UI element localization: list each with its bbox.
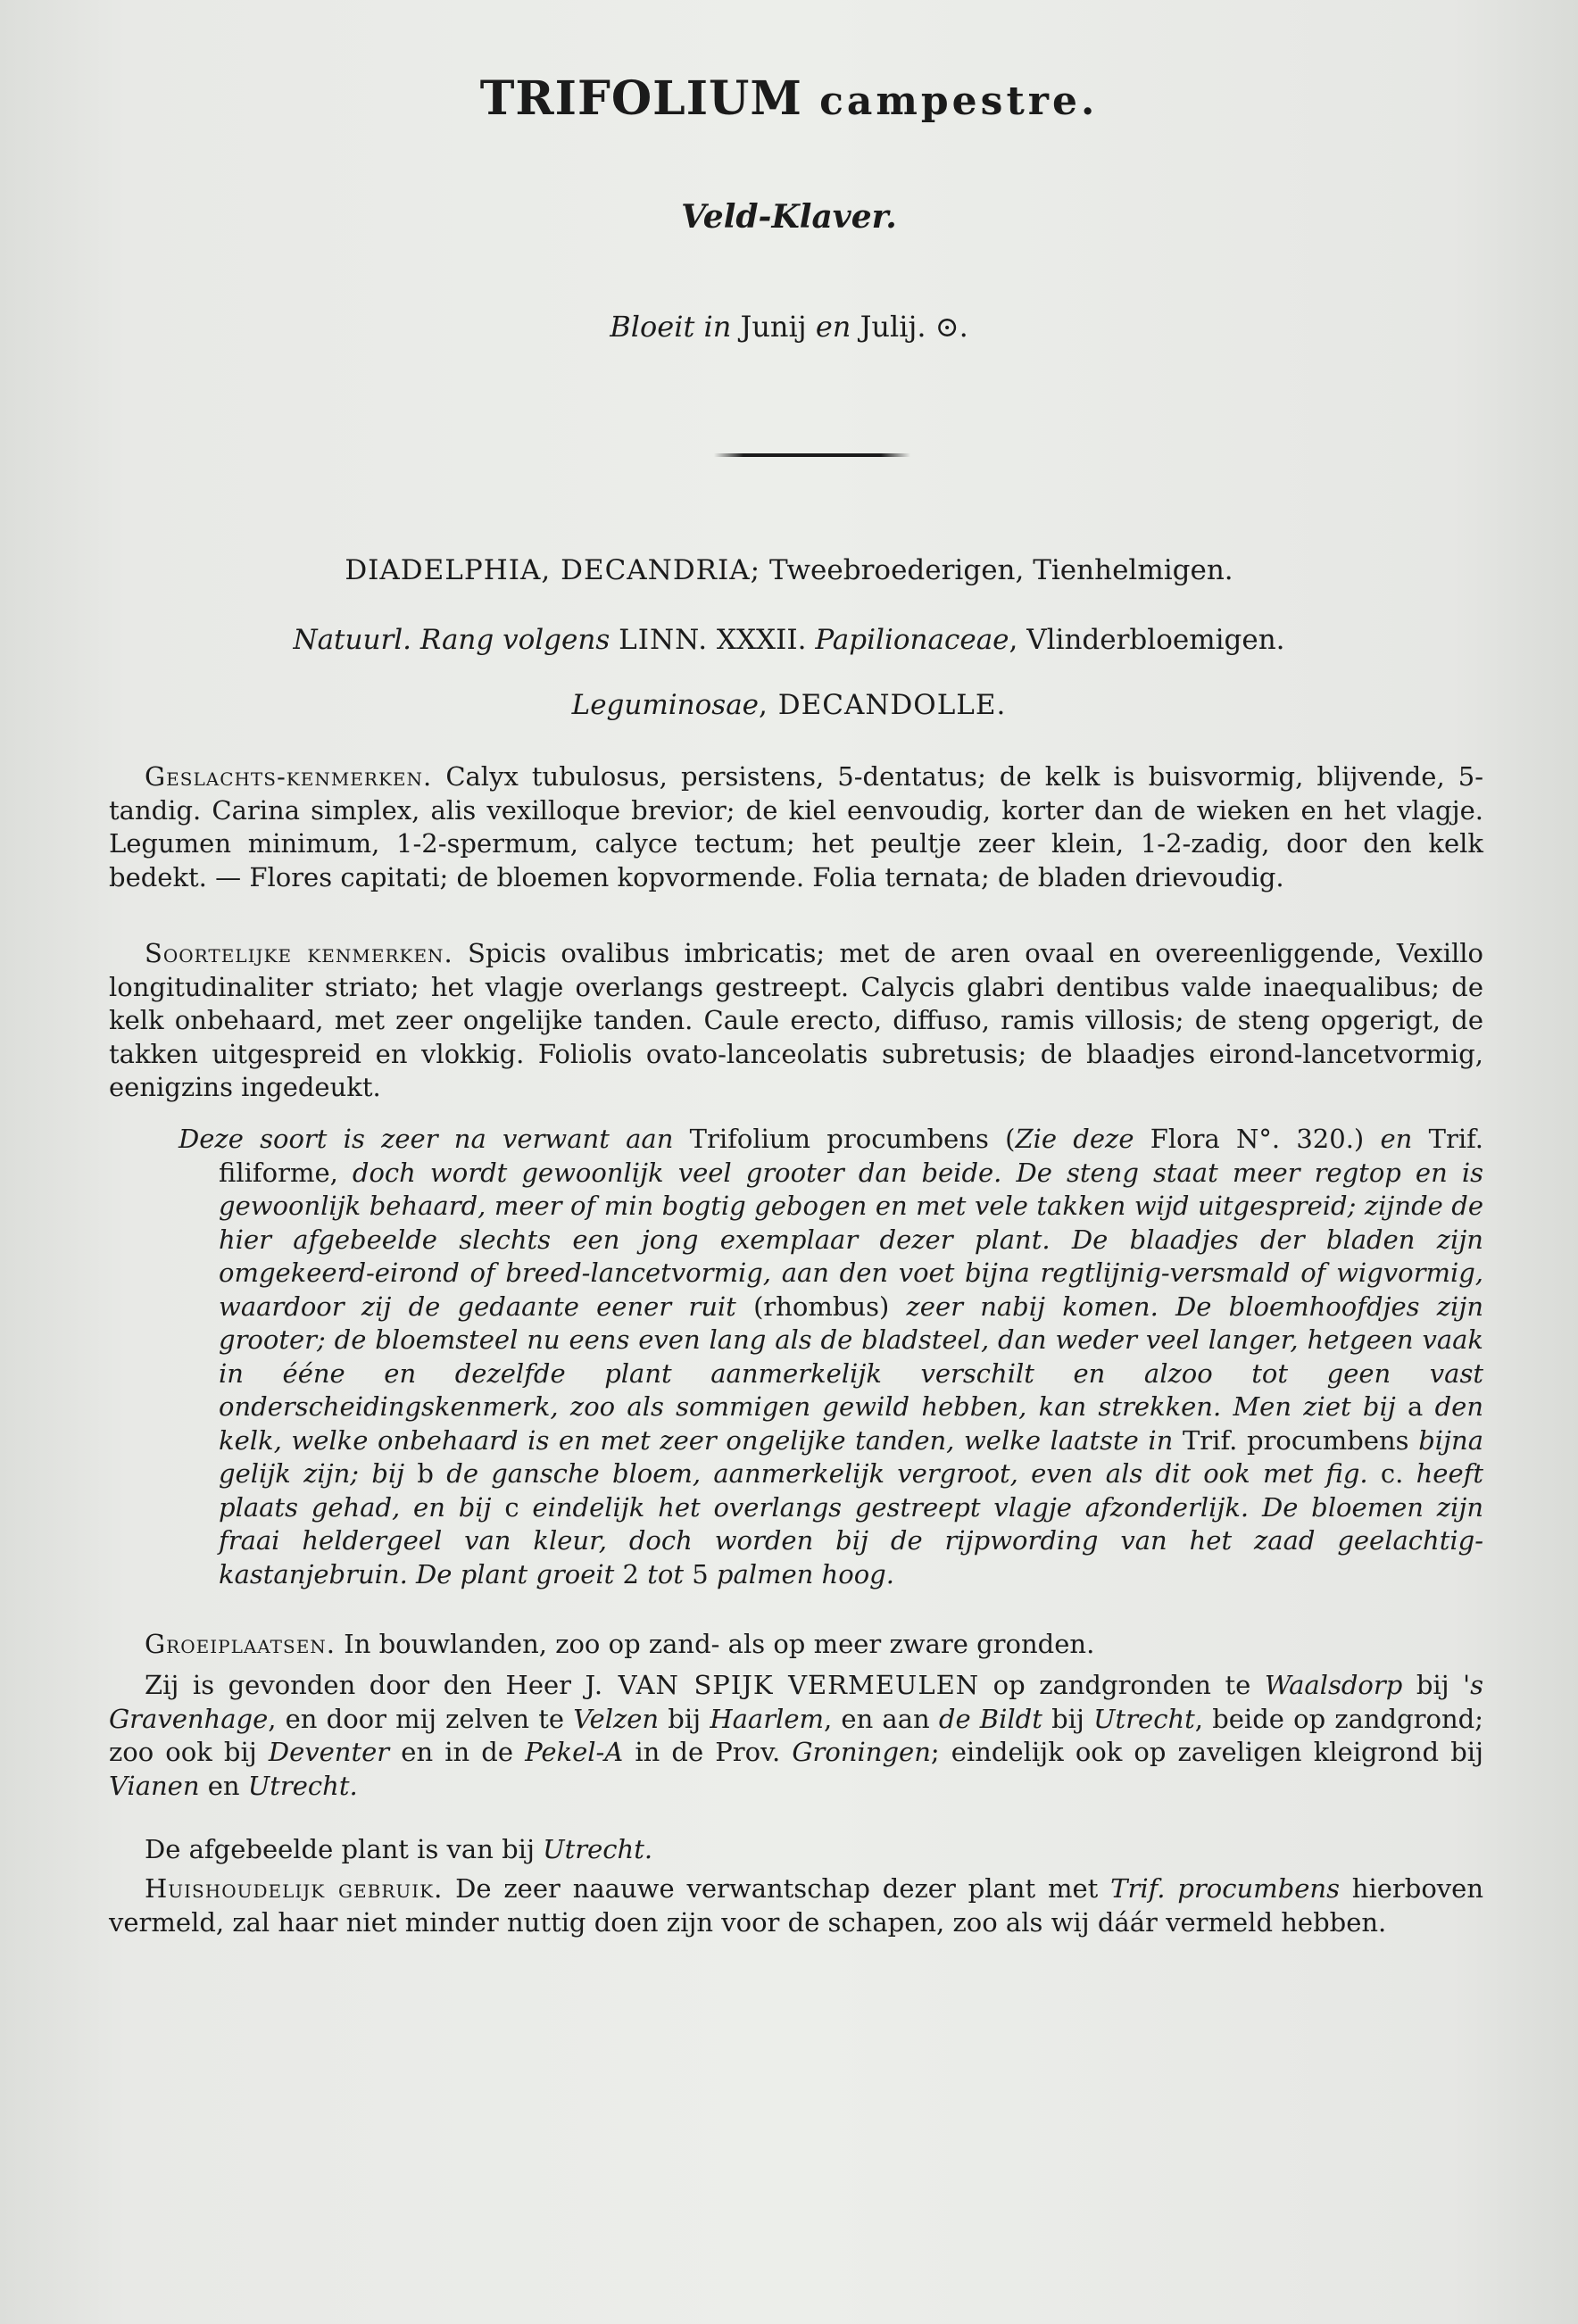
- collector-name: J. VAN SPIJK VERMEULEN: [585, 1670, 980, 1700]
- classification-line: [0, 554, 1578, 586]
- desc-part: doch wordt gewoonlijk veel grooter dan beide. De steng staat meer regtop en is gewoonlijk behaard, meer of min bogtig gebogen en met vele takken wijd uitgespreid; zijnde de hier afgebeelde slechts een jong exemplaar dezer plant. De blaadjes der bladen zijn omgekeerd-eirond of breed-lancetvormig, aan den voet bijna regtlijnig-versmald of wigvormig, waardoor zij de gedaante eener ruit: [219, 1157, 1483, 1322]
- paragraph-geslachts: [109, 760, 1483, 894]
- loc-part: Zij is gevonden door den Heer: [145, 1670, 572, 1700]
- bloei-label: Bloeit: [610, 310, 695, 344]
- flowering-line: [0, 310, 1578, 344]
- place-name: Vianen: [109, 1770, 200, 1801]
- desc-part: bijna gelijk zijn; bij: [219, 1424, 1483, 1489]
- description-text: [179, 1123, 1483, 1591]
- bloei-en: en: [815, 310, 851, 344]
- rang-papilionaceae: Papilionaceae: [815, 624, 1009, 656]
- class-latin: DIADELPHIA, DECANDRIA;: [345, 554, 761, 586]
- loc-part: , en door mij zelven te: [268, 1703, 565, 1734]
- rang-natuurl: Natuurl. Rang volgens: [293, 624, 610, 656]
- huis-text: hierboven vermeld, zal haar niet minder nuttig doen zijn voor de schapen, zoo als wij dáár vermeld hebben.: [109, 1873, 1484, 1938]
- leguminosae-author: , DECANDOLLE.: [759, 689, 1007, 721]
- loc-part: , en aan: [824, 1703, 930, 1734]
- place-name: de Bildt: [938, 1703, 1042, 1734]
- place-name: Pekel-A: [525, 1737, 624, 1767]
- paragraph-localities: [109, 1669, 1483, 1803]
- huis-heading: Huishoudelijk gebruik.: [145, 1873, 444, 1904]
- rang-linn: LINN.: [619, 624, 709, 656]
- paragraph-groeiplaatsen: [109, 1628, 1483, 1662]
- groei-heading: Groeiplaatsen.: [145, 1629, 336, 1659]
- paragraph-description: [109, 1123, 1483, 1591]
- loc-part: bij: [1416, 1670, 1449, 1700]
- leguminosae-name: Leguminosae: [571, 689, 760, 721]
- paragraph-afgebeelde: [109, 1833, 1483, 1867]
- bloei-month1: Junij: [740, 310, 807, 344]
- desc-part: en: [1380, 1124, 1413, 1154]
- vernacular-name: Veld-Klaver.: [681, 198, 897, 236]
- desc-part: Trifolium procumbens (: [689, 1124, 1016, 1154]
- place-name: 's Gravenhage: [109, 1670, 1484, 1734]
- bloei-month2: Julij.: [860, 310, 926, 344]
- desc-part: c: [504, 1491, 519, 1523]
- rang-dutch: , Vlinderbloemigen.: [1009, 624, 1285, 656]
- desc-part: b: [417, 1458, 434, 1489]
- title-species: campestre.: [819, 79, 1099, 124]
- place-name: Utrecht.: [247, 1770, 358, 1801]
- place-name: Utrecht: [1093, 1703, 1195, 1734]
- rang-number: XXXII.: [716, 624, 807, 656]
- groei-text: In bouwlanden, zoo op zand- als op meer zware gronden.: [344, 1629, 1095, 1659]
- soortelijke-heading: Soortelijke kenmerken.: [145, 938, 453, 968]
- place-name: Haarlem: [710, 1703, 824, 1734]
- loc-part: bij: [668, 1703, 702, 1734]
- desc-part: (rhombus): [753, 1291, 890, 1322]
- loc-part: bij: [1051, 1703, 1084, 1734]
- divider-rule: [714, 453, 910, 457]
- huis-text: De zeer naauwe verwantschap dezer plant met: [455, 1873, 1099, 1904]
- geslachts-text: Calyx tubulosus, persistens, 5-dentatus; de kelk is buisvormig, blijvende, 5-tandig. Carina simplex, alis vexilloque brevior; de kiel eenvoudig, korter dan de wieken en het vlagje. Legumen minimum, 1-2-spermum, calyce tectum; het peultje zeer klein, 1-2-zadig, door den kelk bedekt. — Flores capitati; de bloemen kopvormende. Folia ternata; de bladen drievoudig.: [109, 761, 1484, 892]
- desc-part: 2: [622, 1558, 639, 1589]
- huis-species: Trif. procumbens: [1110, 1873, 1340, 1904]
- desc-part: eindelijk het overlangs gestreept vlagje afzonderlijk. De bloemen zijn fraai heldergeel van kleur, doch worden bij de rijpwording van het zaad geelachtig-kastanjebruin. De plant groeit: [219, 1491, 1483, 1589]
- loc-part: op zandgronden te: [992, 1670, 1251, 1700]
- desc-part: de gansche bloem, aanmerkelijk vergroot, even als dit ook met fig.: [446, 1458, 1368, 1489]
- place-name: Waalsdorp: [1264, 1670, 1403, 1700]
- desc-part: a: [1408, 1391, 1424, 1422]
- desc-part: zeer nabij komen. De bloemhoofdjes zijn grooter; de bloemsteel nu eens even lang als de bladsteel, dan weder veel langer, hetgeen vaak in ééne en dezelfde plant aanmerkelijk verschilt en alzoo tot geen vast onderscheidingskenmerk, zoo als sommigen gewild hebben, kan strekken. Men ziet bij: [219, 1291, 1483, 1422]
- loc-part: en: [207, 1770, 240, 1801]
- bloei-in: in: [703, 310, 732, 344]
- paragraph-huishoudelijk: [109, 1872, 1483, 1939]
- page-title: [0, 71, 1578, 126]
- desc-part: heeft plaats gehad, en bij: [219, 1458, 1484, 1523]
- leguminosae-line: [0, 689, 1578, 721]
- desc-part: tot: [647, 1558, 684, 1589]
- place-name: Groningen: [792, 1737, 931, 1767]
- desc-part: Trif. filiforme,: [219, 1124, 1484, 1188]
- desc-part: c.: [1380, 1458, 1404, 1489]
- geslachts-heading: Geslachts-kenmerken.: [145, 761, 433, 792]
- desc-part: 5: [692, 1558, 709, 1589]
- rang-line: [0, 624, 1578, 656]
- soortelijke-text: Spicis ovalibus imbricatis; met de aren ovaal en overeenliggende, Vexillo longitudinaliter striato; het vlagje overlangs gestreept. Calycis glabri dentibus valde inaequalibus; de kelk onbehaard, met zeer ongelijke tanden. Caule erecto, diffuso, ramis villosis; de steng opgerigt, de takken uitgespreid en vlokkig. Foliolis ovato-lanceolatis subretusis; de blaadjes eirond-lancetvormig, eenigzins ingedeukt.: [109, 938, 1484, 1102]
- desc-part: palmen hoog.: [716, 1558, 894, 1589]
- loc-part: en in de: [401, 1737, 514, 1767]
- paragraph-soortelijke: [109, 937, 1483, 1105]
- desc-part: Trif. procumbens: [1182, 1424, 1409, 1456]
- desc-part: Zie deze: [1015, 1124, 1134, 1154]
- place-name: Deventer: [268, 1737, 390, 1767]
- loc-part: in de Prov.: [635, 1737, 781, 1767]
- afgebeelde-place: Utrecht.: [543, 1834, 653, 1864]
- loc-part: , beide op zandgrond; zoo ook bij: [109, 1703, 1484, 1767]
- desc-part: den kelk, welke onbehaard is en met zeer ongelijke tanden, welke laatste in: [219, 1391, 1484, 1456]
- class-dutch: Tweebroederigen, Tienhelmigen.: [768, 554, 1233, 586]
- annual-symbol-icon: ⊙.: [934, 310, 968, 344]
- place-name: Velzen: [573, 1703, 660, 1734]
- afgebeelde-text: De afgebeelde plant is van bij: [145, 1834, 535, 1864]
- loc-part: ; eindelijk ook op zaveligen kleigrond bij: [930, 1737, 1484, 1767]
- title-genus: TRIFOLIUM: [479, 71, 802, 126]
- desc-part: Deze soort is zeer na verwant aan: [179, 1124, 674, 1154]
- desc-part: Flora N°. 320.): [1150, 1124, 1365, 1154]
